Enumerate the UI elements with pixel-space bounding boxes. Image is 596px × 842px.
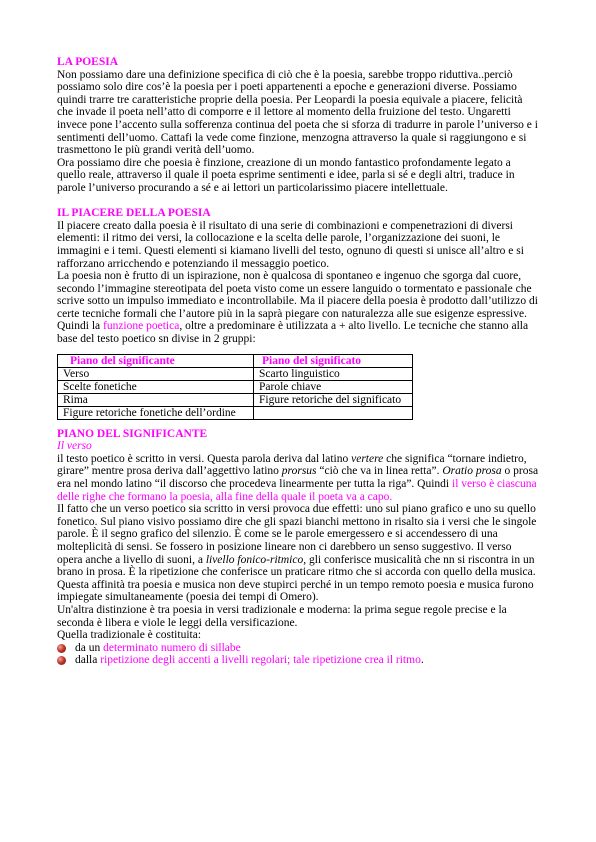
table-cell [254, 406, 413, 419]
table-cell: Parole chiave [254, 380, 413, 393]
text-run: gli conferisce musicalità che nn si riscontra in un brano in prosa. È la ripetizione che conferisce un praticare ritmo che si accorda con quello della musica. Questa affinità tra poesia e musica non deve stupirci perché in un tempo remoto poesia e musica furono impiegate simultaneamente (poesia dei tempi di Omero). [57, 553, 536, 604]
table-row [58, 393, 413, 406]
table-header: Piano del significato [254, 354, 413, 367]
table-cell: Figure retoriche del significato [254, 393, 413, 406]
red-sphere-bullet-icon [57, 656, 66, 665]
paragraph [57, 453, 539, 503]
paragraph: Un'altra distinzione è tra poesia in versi tradizionale e moderna: la prima segue regole precise e la seconda è libera e viole le leggi della versificazione. [57, 603, 507, 629]
table-cell: Verso [58, 367, 254, 380]
bullet-list [57, 642, 539, 667]
text-run: “ciò che va in linea retta”. [316, 465, 443, 478]
table-row [58, 367, 413, 380]
paragraph [57, 503, 539, 604]
section-title-piacere: IL PIACERE DELLA POESIA [57, 207, 211, 220]
text-run: da un [75, 641, 104, 654]
red-sphere-bullet-icon [57, 644, 66, 653]
highlight: ripetizione degli accenti a livelli regolari; tale ripetizione crea il ritmo [100, 654, 421, 667]
table-cell: Figure retoriche fonetiche dell’ordine [58, 406, 254, 419]
text-run: . [420, 654, 424, 667]
paragraph: Il piacere creato dalla poesia è il risultato di una serie di combinazioni e compenetrazioni di diversi elementi: il ritmo dei versi, la collocazione e la scelta delle parole, l’organizzazione dei suoni, le immagini e i temi. Questi elementi si kiamano livelli del testo, ognuno di questi si unisce all’altro e si rafforzano arricchendo e potenziando il messaggio poetico. [57, 219, 524, 270]
subsection-title: Il verso [57, 440, 92, 453]
text-run-italic: Oratio prosa [442, 465, 502, 478]
list-item [57, 642, 539, 655]
paragraph: Ora possiamo dire che poesia è finzione, creazione di un mondo fantastico profondamente legato a quello reale, attraverso il quale il poeta esprime sentimenti e idee, parla si sé e degli altri, traduce in parole l’universo procurando a sé e ai lettori un particolarissimo piacere intellettuale. [57, 156, 515, 194]
document-page [57, 56, 539, 667]
paragraph [57, 270, 539, 346]
text-run: il testo poetico è scritto in versi. Questa parola deriva dal latino [57, 452, 352, 465]
paragraph: Quella tradizionale è costituita: [57, 629, 202, 642]
table-cell: Scarto linguistico [254, 367, 413, 380]
text-run-italic: livello fonico-ritmico, [205, 553, 307, 566]
table-row [58, 380, 413, 393]
text-run: dalla [75, 654, 101, 667]
list-item [57, 654, 539, 667]
table-header-row [58, 354, 413, 367]
table-cell: Scelte fonetiche [58, 380, 254, 393]
text-run-italic: vertere [351, 452, 384, 465]
text-run: La poesia non è frutto di un ispirazione, non è qualcosa di spontaneo e ingenuo che sgorga dal cuore, secondo l’immagine stereotipata del poeta visto come un essere languido o tormentato e passionale che scrive sotto un impulso immediato e incontrollabile. Ma il piacere della poesia è prodotto dall’utilizzo di certe tecniche formali che l’autore più in la saprà piegare con naturalezza alle sue esigenze espressive. Quindi la [57, 270, 538, 333]
text-run-italic: prorsus [281, 465, 317, 478]
highlight-funzione-poetica: funzione poetica [103, 320, 180, 333]
text-run: Il fatto che un verso poetico sia scritto in versi provoca due effetti: uno sul piano grafico e uno su quello fonetico. Sul piano visivo possiamo dire che gli spazi bianchi mettono in risalto sia i versi che le singole parole. È il segno grafico del silenzio. È come se le parole emergessero e si accendessero di una molteplicità di sensi. Se fossero in posizione lineare non ci darebbero un senso suggestivo. Il verso opera anche a livello di suoni, a [57, 503, 537, 566]
section-title-la-poesia: LA POESIA [57, 56, 119, 68]
comparison-table [57, 354, 413, 420]
highlight: determinato numero di sillabe [103, 641, 241, 654]
text-run: che significa “tornare indietro, girare” mentre prosa deriva dall’aggettivo latino [57, 452, 527, 478]
highlight-definition: il verso è ciascuna delle righe che formano la poesia, alla fine della quale il poeta va a capo. [57, 478, 537, 503]
paragraph: Non possiamo dare una definizione specifica di ciò che è la poesia, sarebbe troppo riduttiva..perciò possiamo solo dire cos’è la poesia per i poeti appartenenti a epoche e generazioni diverse. Possiamo quindi trarre tre caratteristiche proprie della poesia. Per Leopardi la poesia equivale a piacere, felicità che invade il poeta nell’atto di comporre e il lettore al momento della fruizione del testo. Ungaretti invece pone l’accento sulla sofferenza continua del poeta che si sforza di tradurre in parole l’universo e i sentimenti dell’uomo. Cattafi la vede come finzione, menzogna attraverso la quale si raggiungono e si trasmettono le più grandi verità dell’uomo. [57, 68, 538, 157]
table-cell: Rima [58, 393, 254, 406]
table-header: Piano del significante [58, 354, 254, 367]
section-title-significante: PIANO DEL SIGNIFICANTE [57, 427, 208, 440]
table-row [58, 406, 413, 419]
text-run: , oltre a predominare è utilizzata a + alto livello. Le tecniche che stanno alla base del testo poetico sn divise in 2 gruppi: [57, 320, 529, 346]
text-run: o prosa era nel mondo latino “il discorso che procedeva linearmente per tutta la riga”. Quindi [57, 465, 539, 491]
